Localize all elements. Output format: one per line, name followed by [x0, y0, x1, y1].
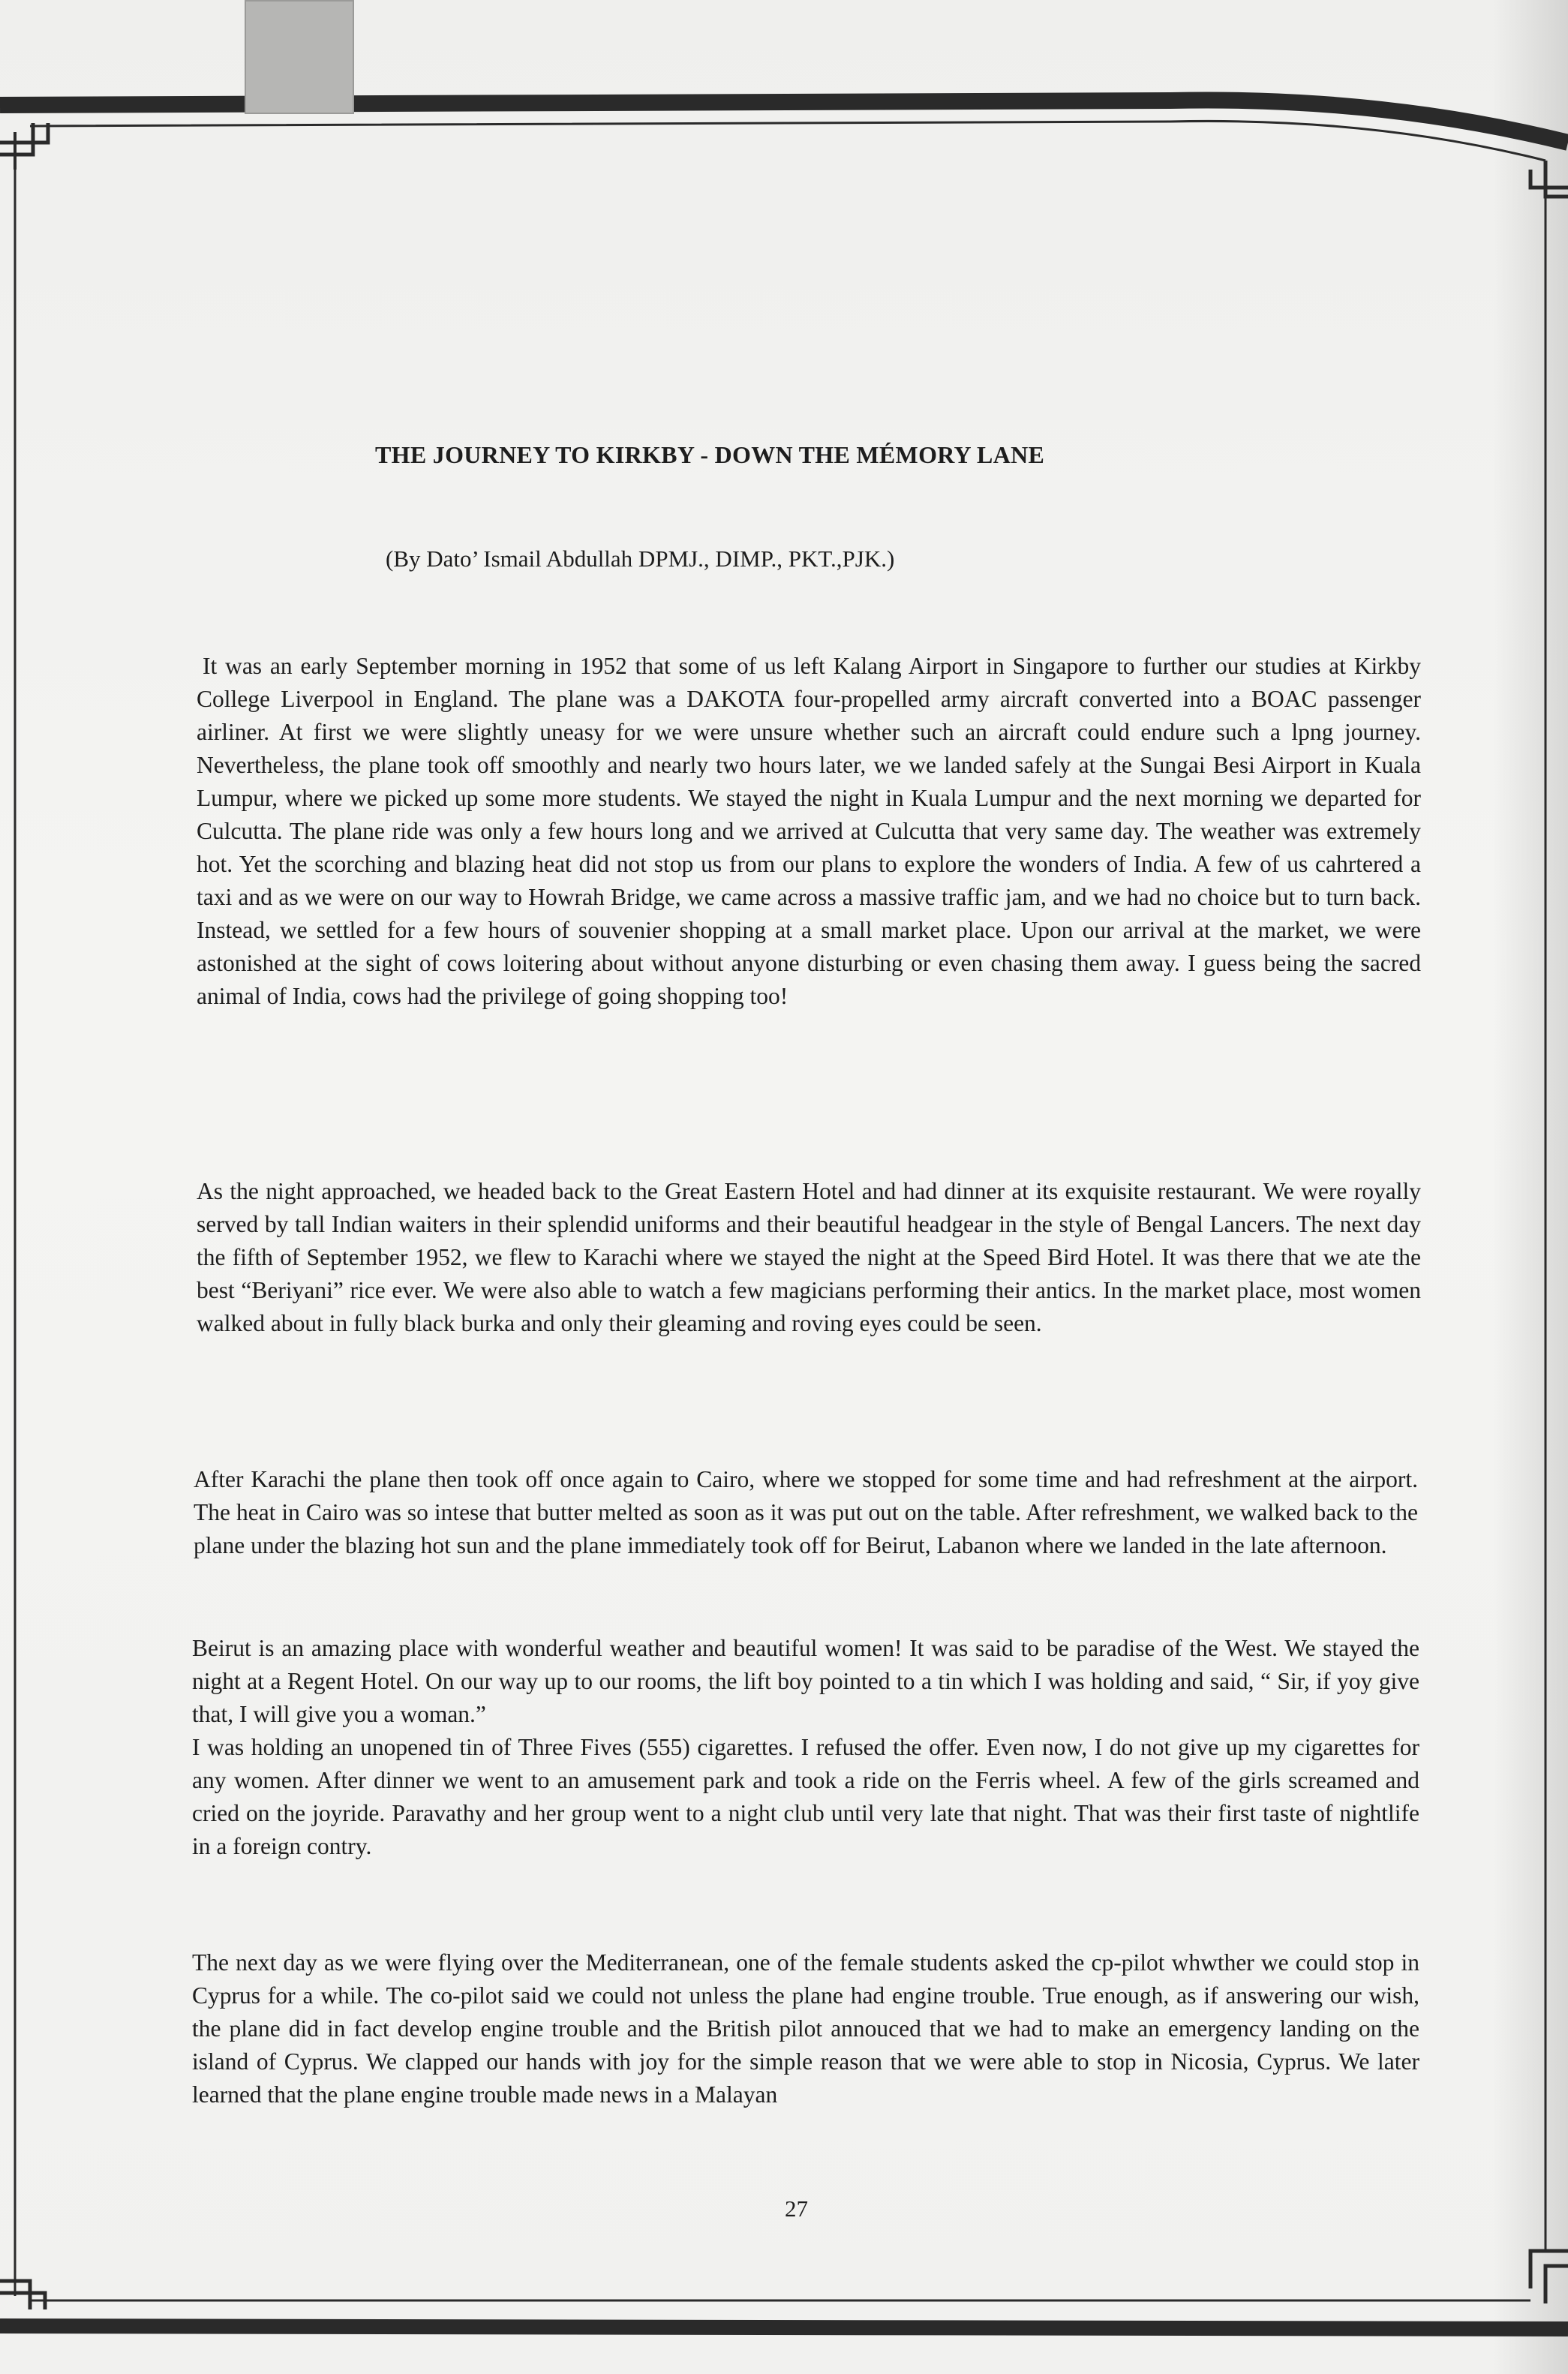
paragraph-3: After Karachi the plane then took off once again to Cairo, where we stopped for some time and had refreshment at the airport. The heat in Cairo was so intese that butter melted as soon as it was put out on the table. After refreshment, we walked back to the plane under the blazing hot sun and the plane immediately took off for Beirut, Labanon where we landed in the late afternoon. — [194, 1466, 1418, 1558]
paragraph-4: Beirut is an amazing place with wonderful weather and beautiful women! It was said to be paradise of the West. We stayed the night at a Regent Hotel. On our way up to our rooms, the lift boy pointed to a tin which I was holding and said, “ Sir, if yoy give that, I will give you a woman.” I was holding an unopened tin of Three Fives (555) cigarettes. I refused the offer. Even now, I do not give up my cigarettes for any women. After dinner we went to an amusement park and took a ride on the Ferris wheel. A few of the girls screamed and cried on the joyride. Paravathy and her group went to a night club until very late that night. That was their first taste of nightlife in a foreign contry. — [192, 1635, 1419, 1859]
article-title: THE JOURNEY TO KIRKBY - DOWN THE MÉMORY LANE — [375, 441, 1045, 468]
paragraph-5: The next day as we were flying over the Mediterranean, one of the female students asked the cp-pilot whwther we could stop in Cyprus for a while. The co-pilot said we could not unless the plane had engine trouble. True enough, as if answering our wish, the plane did in fact develop engine trouble and the British pilot annouced that we had to make an emergency landing on the island of Cyprus. We clapped our hands with joy for the simple reason that we were able to stop in Nicosia, Cyprus. We later learned that the plane engine trouble made news in a Malayan — [192, 1949, 1419, 2108]
paragraph-2: As the night approached, we headed back to the Great Eastern Hotel and had dinner at its exquisite restaurant. We were royally served by tall Indian waiters in their splendid uniforms and their beautiful headgear in the style of Bengal Lancers. The next day the fifth of September 1952, we flew to Karachi where we stayed the night at the Speed Bird Hotel. It was there that we ate the best “Beriyani” rice ever. We were also able to watch a few magicians performing their antics. In the market place, most women walked about in fully black burka and only their gleaming and roving eyes could be seen. — [197, 1178, 1421, 1336]
paragraph-1: It was an early September morning in 1952 that some of us left Kalang Airport in Singapore to further our studies at Kirkby College Liverpool in England. The plane was a DAKOTA four-propelled army aircraft converted into a BOAC passenger airliner. At first we were slightly uneasy for we were unsure whether such an aircraft could endure such a lpng journey. Nevertheless, the plane took off smoothly and nearly two hours later, we we landed safely at the Sungai Besi Airport in Kuala Lumpur, where we picked up some more students. We stayed the night in Kuala Lumpur and the next morning we departed for Culcutta. The plane ride was only a few hours long and we arrived at Culcutta that very same day. The weather was extremely hot. Yet the scorching and blazing heat did not stop us from our plans to explore the wonders of India. A few of us cahrtered a taxi and as we were on our way to Howrah Bridge, we came across a massive traffic jam, and we had no choice but to turn back. Instead, we settled for a few hours of souvenier shopping at a small market place. Upon our arrival at the market, we were astonished at the sight of cows loitering about without anyone disturbing or even chasing them away. I guess being the sacred animal of India, cows had the privilege of going shopping too! — [197, 653, 1421, 1009]
page-number: 27 — [785, 2195, 808, 2222]
tape-piece — [245, 0, 354, 114]
article-byline: (By Dato’ Ismail Abdullah DPMJ., DIMP., PKT.,PJK.) — [386, 545, 895, 572]
